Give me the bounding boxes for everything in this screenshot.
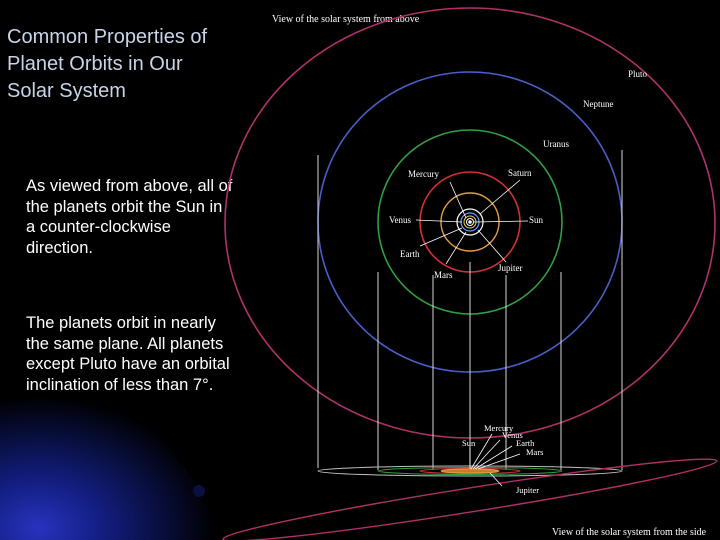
sun-dot <box>468 220 472 224</box>
paragraph-line: direction. <box>26 238 93 257</box>
label-venus: Venus <box>389 215 411 225</box>
side-label-mercury: Mercury <box>484 423 514 433</box>
label-sun: Sun <box>529 215 544 225</box>
title-line: Common Properties of <box>7 26 208 48</box>
side-leader-lines <box>470 434 520 486</box>
title-line: Planet Orbits in Our <box>7 53 183 75</box>
paragraph-line: the same plane. All planets <box>26 334 224 353</box>
paragraph-line: As viewed from above, all of <box>26 177 233 195</box>
paragraph-line: except Pluto have an orbital <box>26 355 230 373</box>
side-label-earth: Earth <box>516 438 535 448</box>
label-mars: Mars <box>434 270 453 280</box>
side-label-jupiter: Jupiter <box>516 485 540 495</box>
paragraph-line: the planets orbit the Sun in <box>26 197 223 216</box>
label-jupiter: Jupiter <box>498 263 523 273</box>
label-saturn: Saturn <box>508 168 532 178</box>
side-view-caption: View of the solar system from the side <box>552 527 707 538</box>
projection-lines <box>318 150 622 470</box>
side-label-venus: Venus <box>502 430 523 440</box>
side-label-mars: Mars <box>526 447 544 457</box>
label-neptune: Neptune <box>583 99 614 109</box>
label-earth: Earth <box>400 249 420 259</box>
title-line: Solar System <box>7 80 126 102</box>
top-view-caption: View of the solar system from above <box>272 14 420 25</box>
paragraph-line: a counter-clockwise <box>26 218 171 236</box>
paragraph-line: The planets orbit in nearly <box>26 314 216 332</box>
label-uranus: Uranus <box>543 139 569 149</box>
label-mercury: Mercury <box>408 169 439 179</box>
label-pluto: Pluto <box>628 69 648 79</box>
paragraph-line: inclination of less than 7°. <box>26 375 214 394</box>
side-jupiter-plane <box>441 469 499 473</box>
side-label-sun: Sun <box>462 438 476 448</box>
